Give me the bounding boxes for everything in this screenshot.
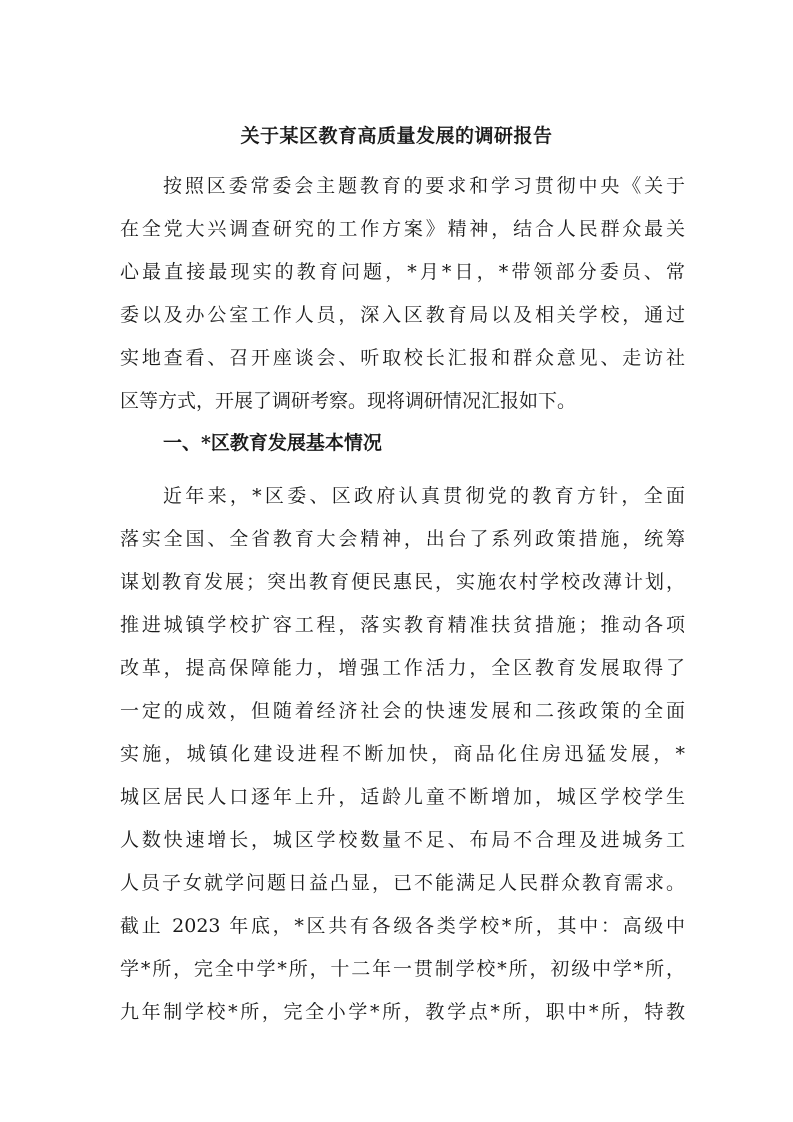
paragraph-line: 人数快速增长，城区学校数量不足、布局不合理及进城务工 <box>120 829 685 851</box>
paragraph-line: 近年来，*区委、区政府认真贯彻党的教育方针，全面 <box>163 485 685 507</box>
paragraph-line: 区等方式，开展了调研考察。现将调研情况汇报如下。 <box>120 390 577 412</box>
document-title: 关于某区教育高质量发展的调研报告 <box>240 125 553 147</box>
paragraph-line: 落实全国、全省教育大会精神，出台了系列政策措施，统筹 <box>120 528 685 550</box>
paragraph-line: 推进城镇学校扩容工程，落实教育精准扶贫措施；推动各项 <box>120 614 685 636</box>
paragraph-line: 按照区委常委会主题教育的要求和学习贯彻中央《关于 <box>163 175 685 197</box>
paragraph-line: 委以及办公室工作人员，深入区教育局以及相关学校，通过 <box>120 304 685 326</box>
paragraph-line: 心最直接最现实的教育问题，*月*日，*带领部分委员、常 <box>120 261 685 283</box>
paragraph-line: 人员子女就学问题日益凸显，已不能满足人民群众教育需求。 <box>120 872 685 894</box>
paragraph-line: 学*所，完全中学*所，十二年一贯制学校*所，初级中学*所， <box>120 958 685 980</box>
paragraph-line: 改革，提高保障能力，增强工作活力，全区教育发展取得了 <box>120 657 685 679</box>
paragraph-line: 截止 2023 年底，*区共有各级各类学校*所，其中：高级中 <box>120 915 685 937</box>
paragraph-line: 在全党大兴调查研究的工作方案》精神，结合人民群众最关 <box>120 218 685 240</box>
paragraph-line: 谋划教育发展；突出教育便民惠民，实施农村学校改薄计划， <box>120 571 685 593</box>
paragraph-line: 九年制学校*所，完全小学*所，教学点*所，职中*所，特教 <box>120 1001 685 1023</box>
paragraph-line: 城区居民人口逐年上升，适龄儿童不断增加，城区学校学生 <box>120 786 685 808</box>
paragraph-line: 实地查看、召开座谈会、听取校长汇报和群众意见、走访社 <box>120 347 685 369</box>
paragraph-line: 一定的成效，但随着经济社会的快速发展和二孩政策的全面 <box>120 700 685 722</box>
section-heading: 一、*区教育发展基本情况 <box>163 432 382 454</box>
paragraph-line: 实施，城镇化建设进程不断加快，商品化住房迅猛发展，* <box>120 743 685 765</box>
